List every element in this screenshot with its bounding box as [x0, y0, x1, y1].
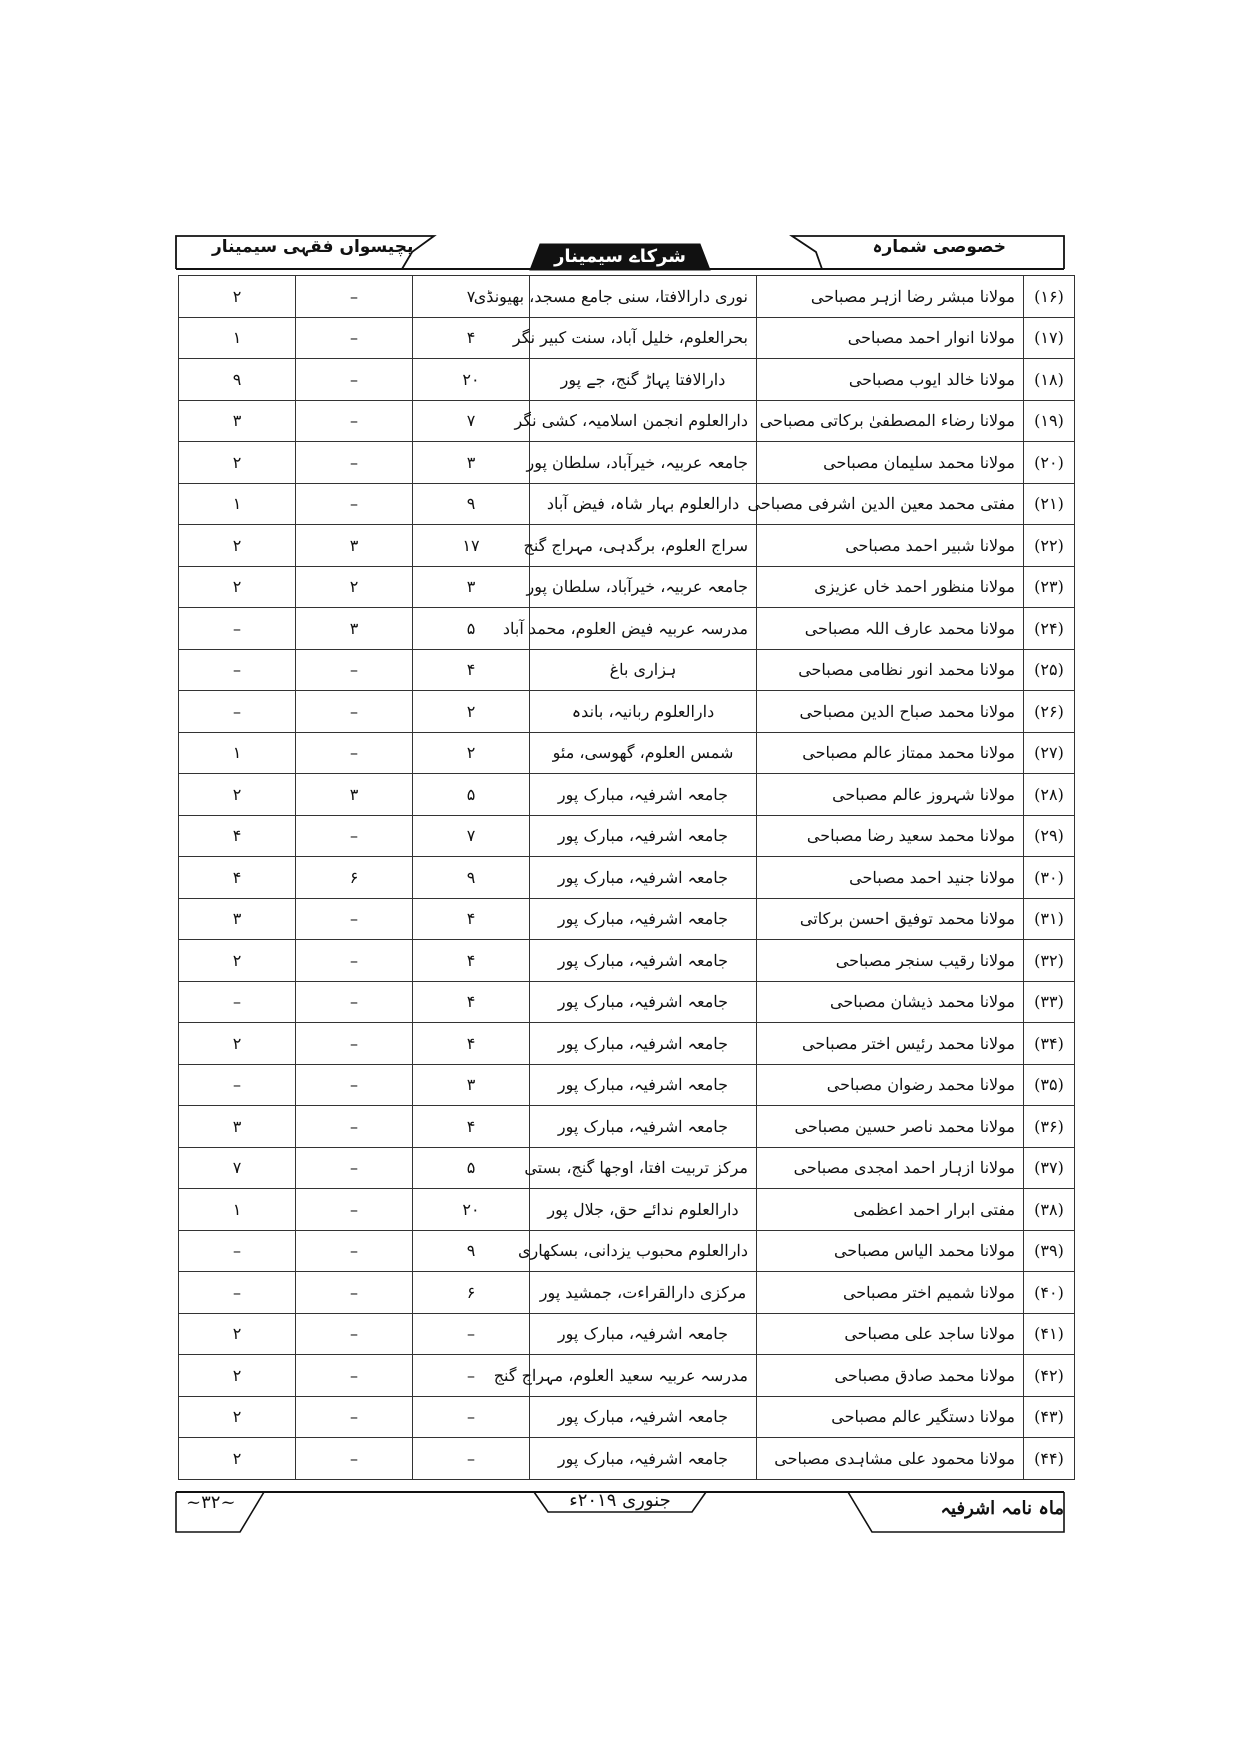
institution: دارالعلوم انجمن اسلامیہ، کشی نگر [530, 400, 757, 442]
count-col-1: ۹ [413, 483, 530, 525]
count-col-1: ۷ [413, 400, 530, 442]
count-col-3: ۴ [179, 815, 296, 857]
institution: مرکز تربیت افتا، اوجھا گنج، بستی [530, 1147, 757, 1189]
row-number: (۴۴) [1024, 1438, 1075, 1480]
institution: دارالعلوم ندائے حق، جلال پور [530, 1189, 757, 1231]
count-col-1: ۴ [413, 649, 530, 691]
table-row [179, 940, 1075, 982]
participant-name: مولانا محمد عارف اللہ مصباحی [757, 608, 1024, 650]
table-row [179, 1313, 1075, 1355]
count-col-1: ۷ [413, 276, 530, 318]
count-col-3: ۴ [179, 857, 296, 899]
count-col-3: ۲ [179, 774, 296, 816]
institution: جامعہ اشرفیہ، مبارک پور [530, 1106, 757, 1148]
participant-name: مولانا محمد ذیشان مصباحی [757, 981, 1024, 1023]
count-col-3: ۲ [179, 1313, 296, 1355]
table-row [179, 566, 1075, 608]
count-col-2: – [296, 1189, 413, 1231]
count-col-1: – [413, 1355, 530, 1397]
participant-name: مولانا محمد انور نظامی مصباحی [757, 649, 1024, 691]
count-col-1: ۶ [413, 1272, 530, 1314]
table-row [179, 1438, 1075, 1480]
participant-name: مولانا محمد صادق مصباحی [757, 1355, 1024, 1397]
participant-name: مولانا شمیم اختر مصباحی [757, 1272, 1024, 1314]
table-row [179, 1106, 1075, 1148]
count-col-2: – [296, 732, 413, 774]
table-row [179, 1230, 1075, 1272]
participant-name: مولانا مبشر رضا ازہر مصباحی [757, 276, 1024, 318]
row-number: (۴۰) [1024, 1272, 1075, 1314]
count-col-3: ۲ [179, 940, 296, 982]
count-col-2: – [296, 276, 413, 318]
institution: سراج العلوم، برگدہی، مہراج گنج [530, 525, 757, 567]
row-number: (۲۴) [1024, 608, 1075, 650]
count-col-2: – [296, 1396, 413, 1438]
institution: جامعہ اشرفیہ، مبارک پور [530, 1064, 757, 1106]
institution: مدرسہ عربیہ سعید العلوم، مہراج گنج [530, 1355, 757, 1397]
count-col-3: ۲ [179, 442, 296, 484]
section-title: شرکاے سیمینار [554, 246, 686, 267]
count-col-2: – [296, 317, 413, 359]
row-number: (۲۹) [1024, 815, 1075, 857]
row-number: (۲۶) [1024, 691, 1075, 733]
participant-name: مولانا جنید احمد مصباحی [757, 857, 1024, 899]
participant-name: مولانا ازہار احمد امجدی مصباحی [757, 1147, 1024, 1189]
row-number: (۴۳) [1024, 1396, 1075, 1438]
institution: جامعہ اشرفیہ، مبارک پور [530, 815, 757, 857]
row-number: (۳۰) [1024, 857, 1075, 899]
count-col-3: – [179, 691, 296, 733]
count-col-2: – [296, 981, 413, 1023]
row-number: (۳۹) [1024, 1230, 1075, 1272]
count-col-1: ۹ [413, 857, 530, 899]
issue-date: جنوری ۲۰۱۹ء [569, 1490, 671, 1511]
participant-name: مولانا خالد ایوب مصباحی [757, 359, 1024, 401]
participant-name: مولانا محمد رضوان مصباحی [757, 1064, 1024, 1106]
count-col-3: – [179, 1230, 296, 1272]
count-col-1: – [413, 1313, 530, 1355]
count-col-2: – [296, 442, 413, 484]
count-col-2: – [296, 1438, 413, 1480]
page-number: ~۳۲~ [186, 1492, 236, 1513]
institution: دارالافتا پہاڑ گنج، جے پور [530, 359, 757, 401]
institution: نوری دارالافتا، سنی جامع مسجد، بھیونڈی [530, 276, 757, 318]
count-col-1: ۵ [413, 774, 530, 816]
institution: جامعہ عربیہ، خیرآباد، سلطان پور [530, 566, 757, 608]
table-row [179, 1272, 1075, 1314]
count-col-2: – [296, 400, 413, 442]
count-col-1: ۴ [413, 1106, 530, 1148]
participant-name: مولانا محمد سلیمان مصباحی [757, 442, 1024, 484]
running-footer [172, 1488, 1068, 1534]
row-number: (۳۱) [1024, 898, 1075, 940]
institution: جامعہ اشرفیہ، مبارک پور [530, 1313, 757, 1355]
count-col-1: ۵ [413, 608, 530, 650]
row-number: (۳۵) [1024, 1064, 1075, 1106]
participant-name: مولانا محمود علی مشاہدی مصباحی [757, 1438, 1024, 1480]
institution: دارالعلوم بہار شاہ، فیض آباد [530, 483, 757, 525]
count-col-1: ۷ [413, 815, 530, 857]
count-col-3: ۲ [179, 566, 296, 608]
count-col-2: – [296, 483, 413, 525]
count-col-1: ۴ [413, 898, 530, 940]
count-col-3: – [179, 608, 296, 650]
institution: بحرالعلوم، خلیل آباد، سنت کبیر نگر [530, 317, 757, 359]
institution: جامعہ اشرفیہ، مبارک پور [530, 981, 757, 1023]
table-row [179, 1023, 1075, 1065]
count-col-2: – [296, 1106, 413, 1148]
count-col-2: – [296, 1313, 413, 1355]
count-col-1: – [413, 1438, 530, 1480]
table-row [179, 857, 1075, 899]
count-col-2: – [296, 898, 413, 940]
table-row [179, 359, 1075, 401]
institution: جامعہ اشرفیہ، مبارک پور [530, 898, 757, 940]
participants-table-body [179, 276, 1075, 1480]
row-number: (۳۲) [1024, 940, 1075, 982]
count-col-2: – [296, 1355, 413, 1397]
table-row [179, 1355, 1075, 1397]
count-col-3: ۳ [179, 898, 296, 940]
institution: جامعہ اشرفیہ، مبارک پور [530, 857, 757, 899]
participant-name: مفتی ابرار احمد اعظمی [757, 1189, 1024, 1231]
count-col-3: – [179, 1064, 296, 1106]
institution: دارالعلوم محبوب یزدانی، بسکھاری [530, 1230, 757, 1272]
count-col-1: ۳ [413, 442, 530, 484]
count-col-3: ۲ [179, 525, 296, 567]
participant-name: مولانا محمد سعید رضا مصباحی [757, 815, 1024, 857]
institution: جامعہ عربیہ، خیرآباد، سلطان پور [530, 442, 757, 484]
row-number: (۲۸) [1024, 774, 1075, 816]
count-col-3: ۲ [179, 276, 296, 318]
count-col-2: ۳ [296, 774, 413, 816]
row-number: (۳۷) [1024, 1147, 1075, 1189]
count-col-3: ۹ [179, 359, 296, 401]
count-col-2: – [296, 1230, 413, 1272]
count-col-1: ۳ [413, 1064, 530, 1106]
count-col-3: ۷ [179, 1147, 296, 1189]
table-row [179, 1189, 1075, 1231]
table-row [179, 815, 1075, 857]
count-col-3: ۲ [179, 1438, 296, 1480]
row-number: (۲۷) [1024, 732, 1075, 774]
count-col-2: ۳ [296, 608, 413, 650]
count-col-1: ۳ [413, 566, 530, 608]
count-col-3: ۱ [179, 1189, 296, 1231]
count-col-1: ۴ [413, 1023, 530, 1065]
count-col-1: ۲ [413, 691, 530, 733]
table-row [179, 981, 1075, 1023]
row-number: (۱۹) [1024, 400, 1075, 442]
table-row [179, 400, 1075, 442]
table-row [179, 442, 1075, 484]
running-header [172, 232, 1068, 272]
table-row [179, 649, 1075, 691]
count-col-2: ۶ [296, 857, 413, 899]
row-number: (۱۷) [1024, 317, 1075, 359]
count-col-2: – [296, 1272, 413, 1314]
table-row [179, 525, 1075, 567]
participant-name: مولانا منظور احمد خاں عزیزی [757, 566, 1024, 608]
row-number: (۴۲) [1024, 1355, 1075, 1397]
count-col-2: – [296, 940, 413, 982]
count-col-1: – [413, 1396, 530, 1438]
institution: ہزاری باغ [530, 649, 757, 691]
count-col-2: – [296, 815, 413, 857]
count-col-2: ۳ [296, 525, 413, 567]
count-col-3: ۱ [179, 483, 296, 525]
count-col-3: ۳ [179, 400, 296, 442]
table-row [179, 1147, 1075, 1189]
count-col-3: ۳ [179, 1106, 296, 1148]
issue-label: خصوصی شمارہ [872, 237, 1006, 257]
participant-name: مولانا دستگیر عالم مصباحی [757, 1396, 1024, 1438]
participant-name: مولانا محمد الیاس مصباحی [757, 1230, 1024, 1272]
institution: مدرسہ عربیہ فیض العلوم، محمد آباد [530, 608, 757, 650]
row-number: (۲۵) [1024, 649, 1075, 691]
count-col-3: ۱ [179, 317, 296, 359]
count-col-3: ۱ [179, 732, 296, 774]
count-col-1: ۴ [413, 317, 530, 359]
count-col-3: ۲ [179, 1355, 296, 1397]
institution: شمس العلوم، گھوسی، مئو [530, 732, 757, 774]
count-col-2: – [296, 691, 413, 733]
count-col-3: – [179, 1272, 296, 1314]
table-row [179, 691, 1075, 733]
count-col-3: – [179, 649, 296, 691]
row-number: (۲۳) [1024, 566, 1075, 608]
institution: دارالعلوم ربانیہ، باندہ [530, 691, 757, 733]
magazine-name: ماہ نامہ اشرفیہ [940, 1498, 1064, 1519]
participant-name: مفتی محمد معین الدین اشرفی مصباحی [757, 483, 1024, 525]
participant-name: مولانا انوار احمد مصباحی [757, 317, 1024, 359]
count-col-1: ۹ [413, 1230, 530, 1272]
table-row [179, 483, 1075, 525]
row-number: (۱۸) [1024, 359, 1075, 401]
count-col-1: ۵ [413, 1147, 530, 1189]
table-row [179, 317, 1075, 359]
institution: جامعہ اشرفیہ، مبارک پور [530, 940, 757, 982]
table-row [179, 898, 1075, 940]
count-col-1: ۲۰ [413, 359, 530, 401]
count-col-3: ۲ [179, 1023, 296, 1065]
count-col-1: ۲۰ [413, 1189, 530, 1231]
institution: جامعہ اشرفیہ، مبارک پور [530, 1023, 757, 1065]
row-number: (۳۶) [1024, 1106, 1075, 1148]
count-col-1: ۱۷ [413, 525, 530, 567]
table-row [179, 276, 1075, 318]
participant-name: مولانا محمد صباح الدین مصباحی [757, 691, 1024, 733]
participant-name: مولانا شہروز عالم مصباحی [757, 774, 1024, 816]
count-col-3: – [179, 981, 296, 1023]
participant-name: مولانا محمد ممتاز عالم مصباحی [757, 732, 1024, 774]
row-number: (۲۰) [1024, 442, 1075, 484]
seminar-label: پچیسواں فقہی سیمینار [212, 237, 414, 257]
participant-name: مولانا رضاء المصطفیٰ برکاتی مصباحی [757, 400, 1024, 442]
table-row [179, 1396, 1075, 1438]
count-col-2: – [296, 359, 413, 401]
count-col-2: ۲ [296, 566, 413, 608]
count-col-2: – [296, 649, 413, 691]
institution: مرکزی دارالقراءت، جمشید پور [530, 1272, 757, 1314]
row-number: (۱۶) [1024, 276, 1075, 318]
count-col-1: ۲ [413, 732, 530, 774]
row-number: (۲۲) [1024, 525, 1075, 567]
participants-table [178, 275, 1075, 1480]
count-col-2: – [296, 1064, 413, 1106]
count-col-2: – [296, 1147, 413, 1189]
institution: جامعہ اشرفیہ، مبارک پور [530, 774, 757, 816]
participant-name: مولانا محمد توفیق احسن برکاتی [757, 898, 1024, 940]
participant-name: مولانا شبیر احمد مصباحی [757, 525, 1024, 567]
institution: جامعہ اشرفیہ، مبارک پور [530, 1396, 757, 1438]
count-col-1: ۴ [413, 981, 530, 1023]
participant-name: مولانا رقیب سنجر مصباحی [757, 940, 1024, 982]
participant-name: مولانا محمد ناصر حسین مصباحی [757, 1106, 1024, 1148]
participant-name: مولانا محمد رئیس اختر مصباحی [757, 1023, 1024, 1065]
row-number: (۳۴) [1024, 1023, 1075, 1065]
institution: جامعہ اشرفیہ، مبارک پور [530, 1438, 757, 1480]
table-row [179, 1064, 1075, 1106]
count-col-2: – [296, 1023, 413, 1065]
table-row [179, 774, 1075, 816]
row-number: (۳۳) [1024, 981, 1075, 1023]
count-col-3: ۲ [179, 1396, 296, 1438]
row-number: (۳۸) [1024, 1189, 1075, 1231]
count-col-1: ۴ [413, 940, 530, 982]
row-number: (۲۱) [1024, 483, 1075, 525]
table-row [179, 608, 1075, 650]
table-row [179, 732, 1075, 774]
row-number: (۴۱) [1024, 1313, 1075, 1355]
participant-name: مولانا ساجد علی مصباحی [757, 1313, 1024, 1355]
